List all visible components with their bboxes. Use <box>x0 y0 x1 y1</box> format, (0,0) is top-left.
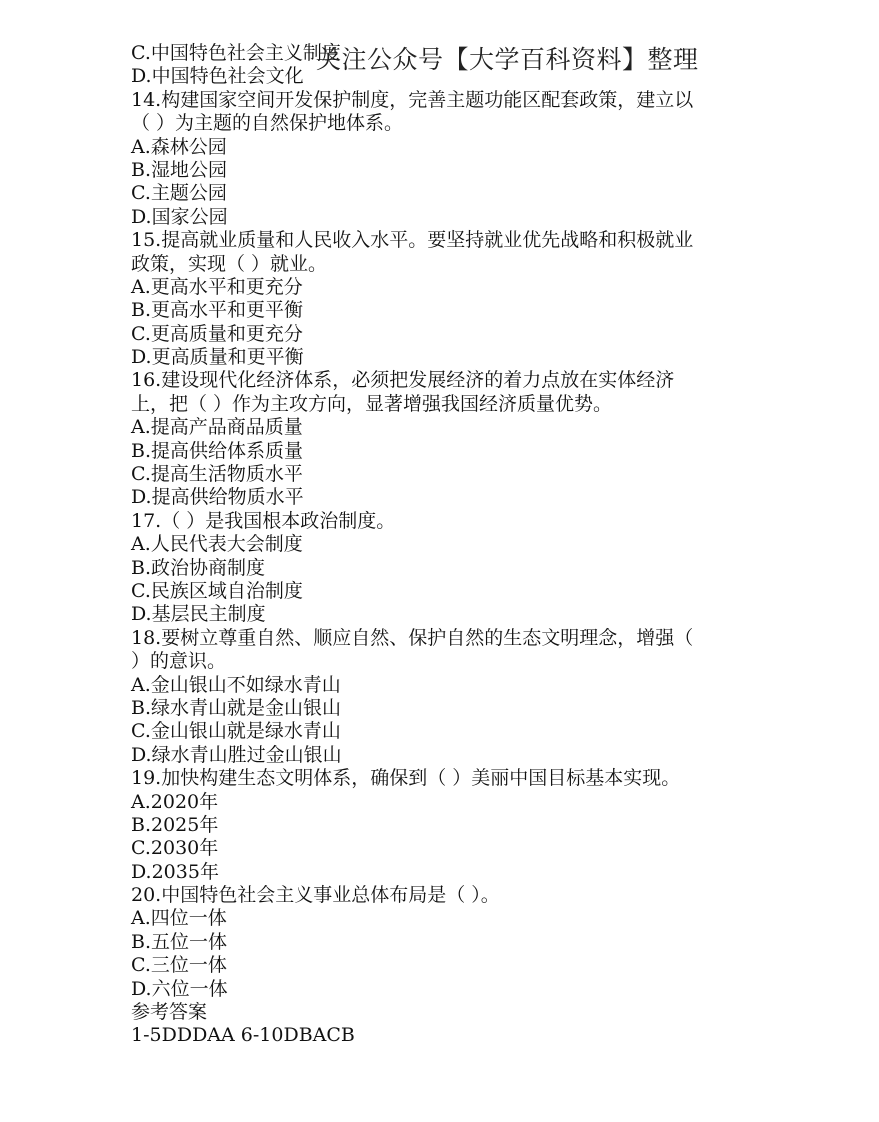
answer-option: B.提高供给体系质量 <box>131 439 304 462</box>
question-text: 20.中国特色社会主义事业总体布局是（ ）。 <box>131 884 500 907</box>
question-text: ）的意识。 <box>131 650 227 673</box>
answer-option: C.民族区域自治制度 <box>131 579 303 602</box>
answer-option: C.主题公园 <box>131 182 227 205</box>
answer-option: A.人民代表大会制度 <box>131 533 303 556</box>
answer-option: C.2030年 <box>131 837 219 860</box>
answer-option: B.政治协商制度 <box>131 556 266 579</box>
answer-key-heading: 参考答案 <box>131 1001 208 1024</box>
answer-option: A.提高产品商品质量 <box>131 416 303 439</box>
answer-option: C.金山银山就是绿水青山 <box>131 720 341 743</box>
answer-option: D.国家公园 <box>131 205 228 228</box>
answer-option: A.金山银山不如绿水青山 <box>131 673 341 696</box>
answer-option: D.提高供给物质水平 <box>131 486 304 509</box>
answer-option: D.绿水青山胜过金山银山 <box>131 743 342 766</box>
answer-option: B.绿水青山就是金山银山 <box>131 696 342 719</box>
answer-option: B.更高水平和更平衡 <box>131 299 304 322</box>
answer-option: C.三位一体 <box>131 954 227 977</box>
answer-option: A.森林公园 <box>131 135 227 158</box>
answer-option: D.2035年 <box>131 860 219 883</box>
watermark-text: 关注公众号【大学百科资料】整理 <box>316 45 699 74</box>
answer-option: C.更高质量和更充分 <box>131 322 303 345</box>
question-text: 15.提高就业质量和人民收入水平。要坚持就业优先战略和积极就业 <box>131 229 694 252</box>
document-page <box>131 42 751 1048</box>
answer-option: D.六位一体 <box>131 977 228 1000</box>
answer-option: D.更高质量和更平衡 <box>131 346 304 369</box>
question-text: 18.要树立尊重自然、顺应自然、保护自然的生态文明理念，增强（ <box>131 626 694 649</box>
question-text: 16.建设现代化经济体系，必须把发展经济的着力点放在实体经济 <box>131 369 675 392</box>
question-text: （ ）为主题的自然保护地体系。 <box>131 112 404 135</box>
answer-option: C.提高生活物质水平 <box>131 463 303 486</box>
question-text: 14.构建国家空间开发保护制度，完善主题功能区配套政策，建立以 <box>131 88 694 111</box>
question-text: 上，把（ ）作为主攻方向，显著增强我国经济质量优势。 <box>131 392 613 415</box>
answer-option: B.湿地公园 <box>131 158 228 181</box>
text-line: C.中国特色社会主义制度 <box>131 42 341 64</box>
answer-option: B.五位一体 <box>131 930 228 953</box>
answer-option: A.四位一体 <box>131 907 227 930</box>
answer-option: A.更高水平和更充分 <box>131 275 303 298</box>
question-text: 19.加快构建生态文明体系，确保到（ ）美丽中国目标基本实现。 <box>131 767 681 790</box>
answer-key: 1-5DDDAA 6-10DBACB <box>131 1024 355 1047</box>
question-text: 政策，实现（ ）就业。 <box>131 252 328 275</box>
question-text: 17.（ ）是我国根本政治制度。 <box>131 509 396 532</box>
answer-option: B.2025年 <box>131 813 219 836</box>
text-line: D.中国特色社会文化 <box>131 65 304 88</box>
answer-option: D.基层民主制度 <box>131 603 266 626</box>
answer-option: A.2020年 <box>131 790 219 813</box>
